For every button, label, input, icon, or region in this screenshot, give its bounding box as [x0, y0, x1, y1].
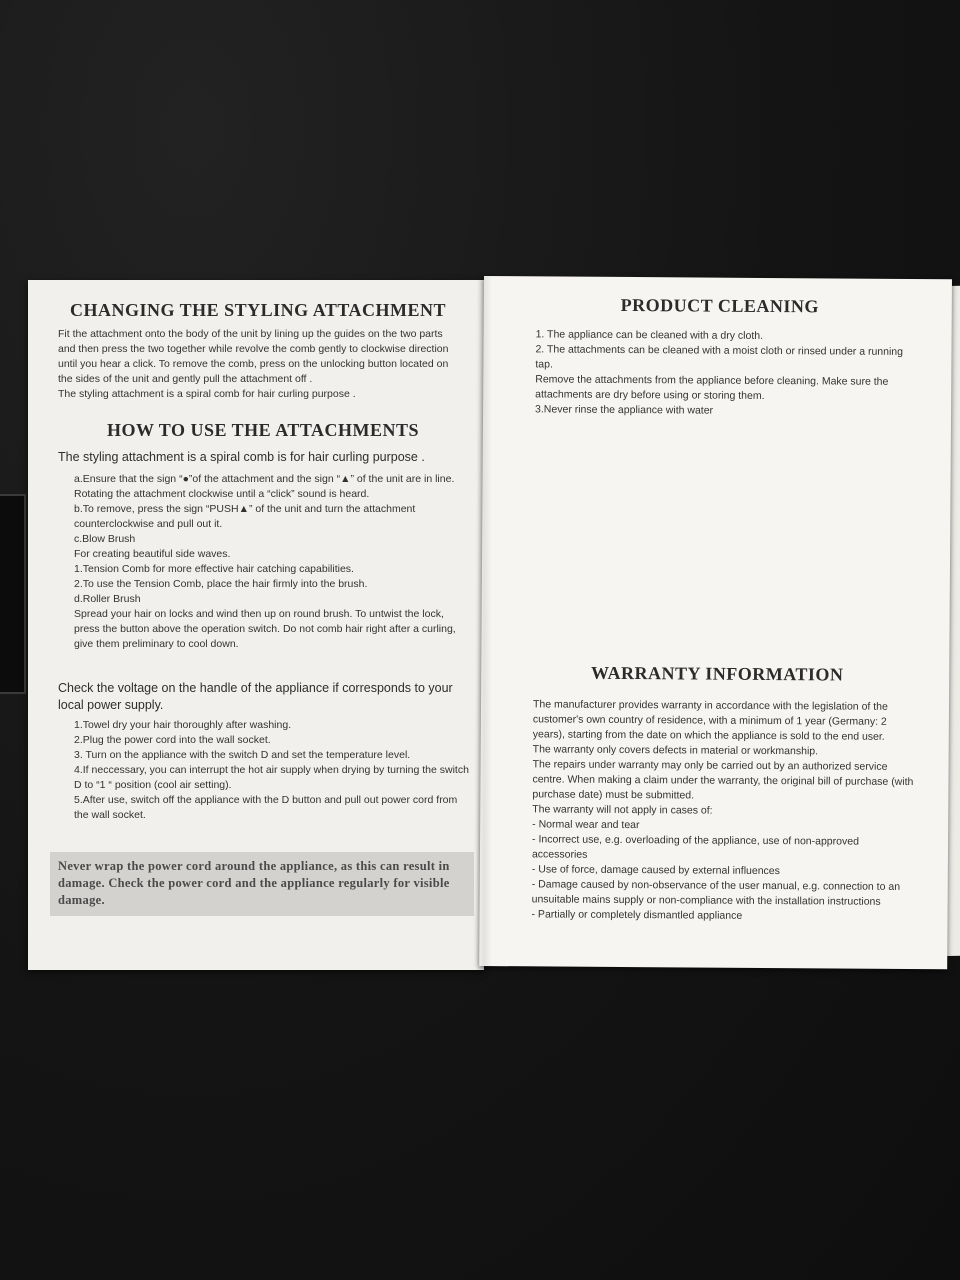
list-item: 1.Towel dry your hair thoroughly after washing.	[74, 719, 292, 731]
right-page	[479, 276, 952, 969]
list-item: 3.Never rinse the appliance with water	[535, 403, 714, 417]
section-lead: The styling attachment is a spiral comb is for hair curling purpose .	[58, 450, 425, 464]
list-item: 2. The attachments can be cleaned with a moist cloth or rinsed under a running tap.	[535, 343, 904, 371]
section-title: WARRANTY INFORMATION	[590, 662, 844, 685]
warranty-exclusion: - Partially or completely dismantled appliance	[531, 908, 743, 922]
list-item: 5.After use, switch off the appliance with the D button and pull out power cord from the wall socket.	[74, 794, 458, 821]
section-title: CHANGING THE STYLING ATTACHMENT	[69, 300, 447, 320]
booklet-gutter	[476, 276, 492, 972]
warranty-paragraph: The manufacturer provides warranty in accordance with the legislation of the customer's own country of residence, with a minimum of 1 year (Germany: 2 years), starting from the date on which the appliance is sold to the end user.	[532, 698, 888, 743]
section-title: PRODUCT CLEANING	[620, 294, 819, 317]
list-item: Spread your hair on locks and wind then up on round brush. To untwist the lock, press the button above the operation switch. Do not comb hair right after a curling, give them preliminary to cool down.	[74, 608, 456, 650]
list-item: For creating beautiful side waves.	[74, 548, 231, 560]
section-lead: Check the voltage on the handle of the appliance if corresponds to your local power supply.	[58, 681, 453, 712]
list-item: c.Blow Brush	[74, 533, 136, 545]
section-paragraph: Fit the attachment onto the body of the unit by lining up the guides on the two parts and then press the two together while revolve the comb gently to clockwise direction until you hear a click. To remove the comb, press on the unlocking button located on the sides of the unit and gently pull the attachment off .	[58, 328, 449, 385]
warranty-exclusion: - Damage caused by non-observance of the user manual, e.g. connection to an unsuitable mains supply or non-compliance with the installation instructions	[531, 878, 901, 908]
section-note: The styling attachment is a spiral comb for hair curling purpose .	[58, 388, 356, 400]
instruction-booklet	[28, 276, 946, 976]
section-usage-steps	[58, 680, 470, 823]
warranty-text	[515, 697, 917, 925]
cleaning-list	[519, 327, 920, 420]
warranty-paragraph: The repairs under warranty may only be carried out by an authorized service centre. When making a claim under the warranty, the original bill of purchase (with purchase date) must be submitted.	[532, 758, 914, 802]
section-title: HOW TO USE THE ATTACHMENTS	[106, 420, 420, 440]
list-item: a.Ensure that the sign “●”of the attachment and the sign “▲” of the unit are in line. Rotating the attachment clockwise until a “click” sound is heard.	[74, 473, 455, 500]
list-item: d.Roller Brush	[74, 593, 141, 605]
warning-text: Never wrap the power cord around the appliance, as this can result in damage. Check the power cord and the appliance regularly for visible damage.	[58, 859, 450, 907]
instruction-list	[58, 472, 468, 652]
warranty-exclusion: - Use of force, damage caused by external influences	[531, 863, 780, 878]
warranty-exclusion: - Normal wear and tear	[532, 818, 640, 832]
warranty-paragraph: The warranty only covers defects in material or workmanship.	[532, 743, 819, 758]
left-page	[28, 280, 484, 970]
section-product-cleaning	[519, 294, 920, 420]
section-how-to-use	[58, 420, 468, 652]
list-item: 1. The appliance can be cleaned with a dry cloth.	[535, 328, 764, 342]
list-item: b.To remove, press the sign “PUSH▲” of the unit and turn the attachment counterclockwise and pull out it.	[74, 503, 416, 530]
list-item: 1.Tension Comb for more effective hair catching capabilities.	[74, 563, 354, 575]
section-changing-attachment	[58, 300, 458, 402]
warranty-paragraph: The warranty will not apply in cases of:	[532, 803, 713, 817]
dark-object-edge	[0, 494, 26, 694]
list-item: 2.Plug the power cord into the wall socket.	[74, 734, 271, 746]
warranty-exclusion: - Incorrect use, e.g. overloading of the appliance, use of non-approved accessories	[531, 833, 859, 861]
section-warranty	[515, 662, 917, 925]
warning-box	[50, 852, 474, 916]
list-item: Remove the attachments from the appliance before cleaning. Make sure the attachments are dry before using or storing them.	[535, 373, 889, 402]
list-item: 2.To use the Tension Comb, place the hair firmly into the brush.	[74, 578, 368, 590]
list-item: 3. Turn on the appliance with the switch D and set the temperature level.	[74, 749, 411, 761]
list-item: 4.If neccessary, you can interrupt the hot air supply when drying by turning the switch D to “1 “ position (cool air setting).	[74, 764, 469, 791]
steps-list	[58, 718, 470, 823]
